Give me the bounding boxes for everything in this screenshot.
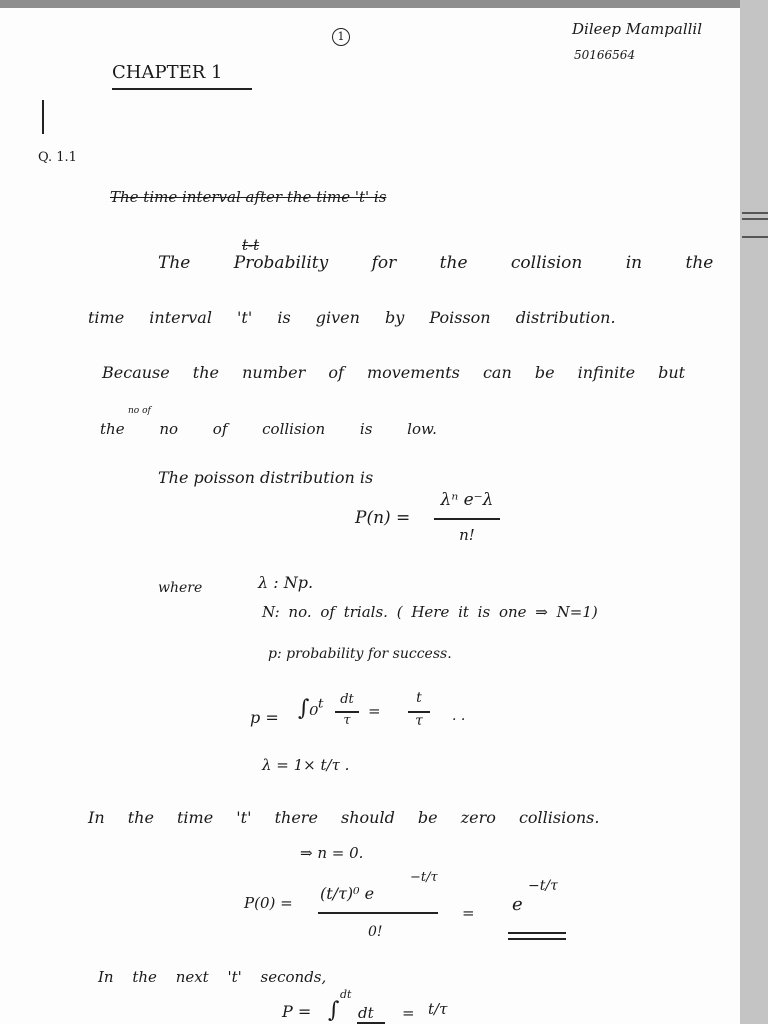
eq5-upper-limit: dt [340, 988, 352, 1001]
implies-line: ⇒ n = 0. [300, 844, 364, 862]
eq5-integral: ∫ [328, 998, 340, 1023]
eq4-numerator: (t/τ)⁰ e [320, 884, 375, 903]
eq5-integrand-bar [357, 1022, 385, 1024]
eq1-lhs: P(n) = [355, 508, 411, 528]
eq2-integral: ∫₀ᵗ [298, 696, 324, 721]
eq2-result-den: τ [415, 713, 423, 729]
question-number: Q. 1.1 [38, 150, 77, 165]
eq2-lhs: p = [250, 708, 279, 727]
eq4-numerator-exponent: −t/τ [410, 870, 438, 885]
eq4-double-underline-2 [508, 938, 566, 940]
author-id: 50166564 [574, 48, 636, 62]
eq4-result: e [512, 894, 523, 915]
eq3: λ = 1× t/τ . [262, 756, 350, 774]
text-line-4: the no of collision is low. [100, 420, 437, 438]
text-line-3: Because the number of movements can be infinite but [102, 363, 686, 382]
eq1-fraction-bar [434, 518, 500, 520]
next-seconds-line: In the next 't' seconds, [98, 968, 327, 986]
zero-collisions-line: In the time 't' there should be zero collisions. [88, 808, 600, 827]
eq4-double-underline-1 [508, 932, 566, 934]
struck-line-2: t-t [242, 236, 260, 254]
eq4-denominator: 0! [368, 924, 383, 940]
eq4-lhs: P(0) = [244, 894, 293, 912]
eq4-result-exponent: −t/τ [528, 878, 558, 894]
where-p-definition: p: probability for success. [268, 646, 452, 662]
scan-right-border [740, 0, 768, 1024]
where-lambda: λ : Np. [258, 573, 314, 592]
text-line-1: The Probability for the collision in the [158, 253, 714, 273]
where-label: where [158, 580, 203, 596]
eq2-result-num: t [416, 690, 422, 706]
chapter-title: CHAPTER 1 [112, 62, 223, 83]
eq4-equals: = [462, 904, 475, 922]
handwritten-page [0, 8, 740, 1024]
text-line-4-superscript: no of [128, 406, 151, 416]
scan-top-border [0, 0, 768, 8]
struck-line-1: The time interval after the time 't' is [110, 188, 387, 206]
margin-mark [42, 100, 44, 134]
eq2-integrand-den: τ [343, 713, 351, 728]
eq2-integrand-num: dt [340, 692, 354, 707]
where-n-definition: N: no. of trials. ( Here it is one ⇒ N=1) [262, 603, 598, 621]
eq2-equals: = [368, 702, 381, 720]
text-line-5: The poisson distribution is [158, 468, 374, 487]
eq2-tail: . . [452, 708, 466, 724]
author-name: Dileep Mampallil [572, 20, 703, 38]
eq4-fraction-bar [318, 912, 438, 914]
text-line-2: time interval 't' is given by Poisson distribution. [88, 308, 616, 327]
eq5-integrand: dt [358, 1004, 374, 1022]
eq5-result: t/τ [428, 1000, 448, 1018]
chapter-underline [112, 88, 252, 90]
eq1-denominator: n! [459, 526, 475, 544]
page-number: 1 [332, 28, 350, 46]
eq5-lhs: P = [282, 1002, 312, 1021]
eq5-equals: = [402, 1004, 415, 1022]
eq1-numerator: λⁿ e⁻λ [440, 490, 494, 510]
